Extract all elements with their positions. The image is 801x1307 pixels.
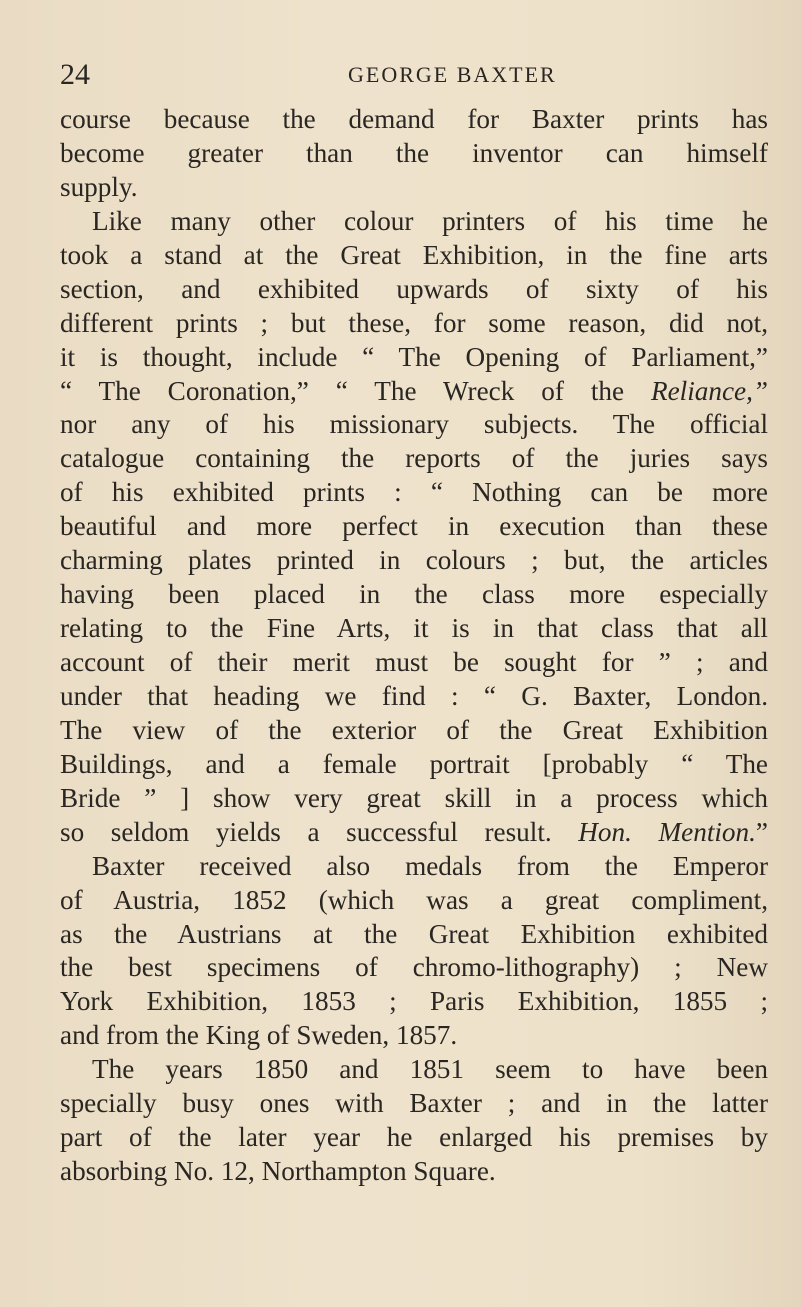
text-line: account of their merit must be sought for ” ; and — [60, 647, 768, 677]
text-line: Baxter received also medals from the Emperor — [92, 850, 768, 881]
page-header — [60, 55, 760, 95]
text-line: and from the King of Sweden, 1857. — [60, 1020, 458, 1051]
text-line: of Austria, 1852 (which was a great compliment, — [60, 884, 768, 915]
text-line: different prints ; but these, for some reason, did not, — [60, 307, 768, 338]
text-line — [60, 816, 768, 850]
text-line: Buildings, and a female portrait [probably “ The — [60, 748, 768, 779]
text-line: absorbing No. 12, Northampton Square. — [60, 1156, 496, 1187]
text-line: specially busy ones with Baxter ; and in the latter — [60, 1088, 768, 1119]
text-line: of his exhibited prints : “ Nothing can be more — [60, 477, 768, 508]
text-line: beautiful and more perfect in execution than these — [60, 511, 768, 542]
text-line: part of the later year he enlarged his premises by — [60, 1122, 768, 1153]
text-line: York Exhibition, 1853 ; Paris Exhibition, 1855 ; — [60, 986, 768, 1017]
text-line: section, and exhibited upwards of sixty of his — [60, 273, 768, 304]
page-number: 24 — [60, 58, 90, 91]
body-text — [60, 103, 768, 1189]
text-segment: so seldom yields a successful result. — [60, 816, 552, 847]
text-line: relating to the Fine Arts, it is in that class that all — [60, 613, 768, 644]
text-line: having been placed in the class more especially — [60, 579, 768, 610]
text-line: took a stand at the Great Exhibition, in the fine arts — [60, 239, 768, 270]
text-line — [60, 375, 768, 409]
italic-award: Hon. Mention. — [578, 816, 756, 847]
closing-quote: ” — [755, 816, 768, 847]
text-line: catalogue containing the reports of the juries says — [60, 443, 768, 474]
text-line: Like many other colour printers of his time he — [92, 205, 768, 236]
text-line: under that heading we find : “ G. Baxter, London. — [60, 680, 768, 711]
italic-title: Reliance,” — [650, 375, 768, 406]
text-line: supply. — [60, 171, 138, 202]
text-segment: “ The Coronation,” “ The Wreck of the — [60, 375, 625, 406]
running-head: GEORGE BAXTER — [348, 62, 557, 87]
text-line: it is thought, include “ The Opening of Parliament,” — [60, 341, 768, 372]
text-line: The view of the exterior of the Great Exhibition — [60, 714, 768, 745]
text-line: The years 1850 and 1851 seem to have been — [92, 1054, 768, 1085]
text-line: charming plates printed in colours ; but, the articles — [60, 545, 768, 576]
text-line: the best specimens of chromo-lithography) ; New — [60, 952, 768, 983]
text-line: Bride ” ] show very great skill in a process which — [60, 782, 768, 813]
text-line: nor any of his missionary subjects. The official — [60, 409, 768, 440]
text-line: course because the demand for Baxter prints has — [60, 104, 768, 134]
text-line: as the Austrians at the Great Exhibition exhibited — [60, 918, 768, 949]
text-line: become greater than the inventor can himself — [60, 137, 768, 168]
